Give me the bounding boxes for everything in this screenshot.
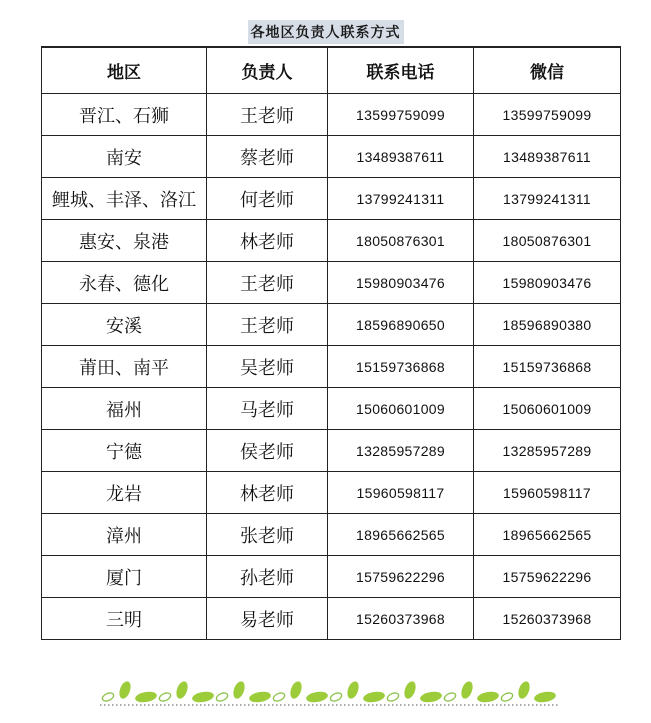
- cell-wechat: 15960598117: [474, 472, 621, 514]
- cell-contact-person: 孙老师: [207, 556, 328, 598]
- contacts-table: [41, 46, 621, 640]
- table-row: [42, 514, 621, 556]
- cell-wechat: 13285957289: [474, 430, 621, 472]
- cell-region: 福州: [42, 388, 207, 430]
- cell-wechat: 15260373968: [474, 598, 621, 640]
- cell-region: 厦门: [42, 556, 207, 598]
- header-wechat: 微信: [474, 47, 621, 94]
- cell-contact-person: 马老师: [207, 388, 328, 430]
- leaf-divider-icon: [100, 678, 560, 708]
- title-container: [0, 20, 651, 44]
- cell-wechat: 18050876301: [474, 220, 621, 262]
- cell-wechat: 13799241311: [474, 178, 621, 220]
- cell-phone: 13489387611: [328, 136, 474, 178]
- header-contact-person: 负责人: [207, 47, 328, 94]
- cell-contact-person: 王老师: [207, 304, 328, 346]
- cell-contact-person: 吴老师: [207, 346, 328, 388]
- cell-region: 鲤城、丰泽、洛江: [42, 178, 207, 220]
- cell-contact-person: 张老师: [207, 514, 328, 556]
- cell-phone: 18965662565: [328, 514, 474, 556]
- cell-phone: 13799241311: [328, 178, 474, 220]
- table-row: [42, 598, 621, 640]
- table-row: [42, 136, 621, 178]
- cell-region: 莆田、南平: [42, 346, 207, 388]
- table-row: [42, 304, 621, 346]
- cell-contact-person: 王老师: [207, 94, 328, 136]
- cell-phone: 13285957289: [328, 430, 474, 472]
- cell-region: 惠安、泉港: [42, 220, 207, 262]
- cell-wechat: 13599759099: [474, 94, 621, 136]
- cell-phone: 15960598117: [328, 472, 474, 514]
- table-row: [42, 430, 621, 472]
- cell-region: 永春、德化: [42, 262, 207, 304]
- table-row: [42, 472, 621, 514]
- table-row: [42, 346, 621, 388]
- table-row: [42, 556, 621, 598]
- cell-wechat: 18596890380: [474, 304, 621, 346]
- cell-contact-person: 林老师: [207, 220, 328, 262]
- table-row: [42, 388, 621, 430]
- table-row: [42, 94, 621, 136]
- cell-region: 宁德: [42, 430, 207, 472]
- cell-contact-person: 侯老师: [207, 430, 328, 472]
- cell-region: 漳州: [42, 514, 207, 556]
- cell-region: 三明: [42, 598, 207, 640]
- cell-wechat: 18965662565: [474, 514, 621, 556]
- cell-phone: 13599759099: [328, 94, 474, 136]
- cell-wechat: 13489387611: [474, 136, 621, 178]
- header-phone: 联系电话: [328, 47, 474, 94]
- cell-wechat: 15980903476: [474, 262, 621, 304]
- cell-contact-person: 王老师: [207, 262, 328, 304]
- cell-contact-person: 蔡老师: [207, 136, 328, 178]
- table-row: [42, 178, 621, 220]
- page-title: 各地区负责人联系方式: [248, 20, 404, 44]
- header-region: 地区: [42, 47, 207, 94]
- table-row: [42, 220, 621, 262]
- cell-phone: 18050876301: [328, 220, 474, 262]
- cell-contact-person: 何老师: [207, 178, 328, 220]
- cell-region: 南安: [42, 136, 207, 178]
- cell-phone: 15759622296: [328, 556, 474, 598]
- table-header-row: [42, 47, 621, 94]
- cell-phone: 18596890650: [328, 304, 474, 346]
- cell-wechat: 15759622296: [474, 556, 621, 598]
- cell-region: 安溪: [42, 304, 207, 346]
- table-row: [42, 262, 621, 304]
- cell-contact-person: 林老师: [207, 472, 328, 514]
- cell-phone: 15980903476: [328, 262, 474, 304]
- cell-phone: 15060601009: [328, 388, 474, 430]
- cell-phone: 15159736868: [328, 346, 474, 388]
- cell-wechat: 15060601009: [474, 388, 621, 430]
- cell-wechat: 15159736868: [474, 346, 621, 388]
- cell-contact-person: 易老师: [207, 598, 328, 640]
- cell-phone: 15260373968: [328, 598, 474, 640]
- cell-region: 龙岩: [42, 472, 207, 514]
- cell-region: 晋江、石狮: [42, 94, 207, 136]
